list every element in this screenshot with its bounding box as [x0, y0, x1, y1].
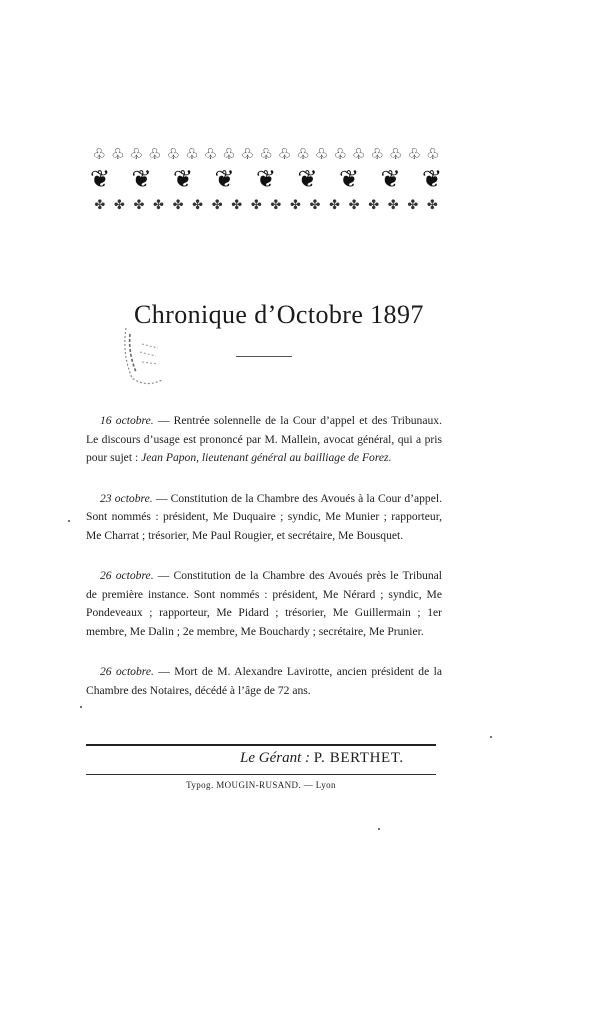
ornament-floral-icon: ❦	[90, 167, 111, 193]
ornament-floral-icon: ❦	[339, 167, 360, 193]
paper-speck	[80, 706, 82, 708]
ornament-club-icon: ♧	[148, 147, 162, 163]
ornament-fleuron-icon: ✤	[329, 197, 340, 212]
ornament-club-icon: ♧	[166, 147, 181, 163]
ornament-fleuron-icon: ✤	[270, 197, 282, 212]
page-title: Chronique d’Octobre 1897	[134, 300, 424, 329]
paper-speck	[378, 828, 380, 830]
ornament-club-icon: ♧	[185, 147, 199, 163]
entry-text: — Mort de M. Alexandre Lavirotte, ancien président de la Chambre des Notaires, décédé à l’âge de 72 ans.	[86, 665, 442, 697]
ornament-fleuron-icon: ✤	[309, 197, 321, 212]
ornament-club-icon: ♧	[296, 147, 310, 163]
chronicle-entry	[86, 567, 442, 641]
entry-date: 16 octobre.	[100, 414, 154, 427]
ornament-fleuron-icon: ✤	[94, 197, 106, 212]
ornament-fleuron-icon: ✤	[153, 197, 164, 212]
ornament-club-icon: ♧	[92, 147, 106, 163]
ornament-club-icon: ♧	[240, 147, 255, 163]
ornament-floral-icon: ❦	[380, 167, 401, 193]
ornament-club-icon: ♧	[333, 147, 347, 163]
chronicle-entry	[86, 490, 442, 546]
footer-thin-rule	[86, 774, 436, 775]
ornament-middle-row	[90, 168, 442, 192]
ornament-fleuron-icon: ✤	[387, 197, 399, 212]
entry-quote: Jean Papon, lieutenant général au bailliage de Forez.	[141, 451, 392, 464]
ornament-top-row	[90, 148, 442, 163]
paper-speck	[490, 736, 492, 738]
entry-text: — Constitution de la Chambre des Avoués près le Tribunal de première instance. Sont nommés : président, Me Nérard ; syndic, Me Pondeveaux ; rapporteur, Me Pidard ; trésorier, Me Guillermain ; 1er membre, Me Dalin ; 2e membre, Me Bouchardy ; secrétaire, Me Prunier.	[86, 569, 442, 638]
ornament-club-icon: ♧	[407, 147, 422, 163]
ornament-fleuron-icon: ✤	[192, 197, 204, 212]
ornament-floral-icon: ❦	[173, 167, 194, 193]
ornament-club-icon: ♧	[389, 147, 403, 163]
ornament-club-icon: ♧	[426, 147, 440, 163]
ornament-club-icon: ♧	[277, 147, 292, 163]
ornament-fleuron-icon: ✤	[348, 197, 360, 212]
ornament-club-icon: ♧	[222, 147, 236, 163]
entry-date: 23 octobre.	[100, 491, 153, 505]
entry-text: — Rentrée solennelle de la Cour d’appel et des Tribunaux. Le discours d’usage est prononcé par M. Mallein, avocat général, qui a pris pour sujet :	[86, 414, 442, 464]
ornament-floral-icon: ❦	[214, 167, 235, 193]
gerant-label: Le Gérant :	[240, 750, 314, 766]
ornament-club-icon: ♧	[370, 147, 384, 163]
title-divider	[236, 356, 292, 357]
ornament-fleuron-icon: ✤	[426, 197, 438, 212]
ornament-club-icon: ♧	[129, 147, 144, 163]
ornament-fleuron-icon: ✤	[172, 197, 184, 212]
entry-text: — Constitution de la Chambre des Avoués à la Cour d’appel. Sont nommés : président, Me Duquaire ; syndic, Me Munier ; rapporteur, Me Charrat ; trésorier, Me Paul Rougier, et secrétaire, Me Bousquet.	[86, 491, 442, 542]
ornament-fleuron-icon: ✤	[211, 197, 223, 212]
entry-date: 26 octobre.	[100, 665, 154, 678]
ornament-club-icon: ♧	[259, 147, 273, 163]
ornament-club-icon: ♧	[203, 147, 218, 163]
ornament-fleuron-icon: ✤	[133, 197, 145, 212]
ornament-fleuron-icon: ✤	[231, 197, 243, 212]
ornament-bottom-row	[90, 198, 442, 211]
ornament-fleuron-icon: ✤	[113, 197, 125, 212]
printer-imprint: Typog. MOUGIN-RUSAND. — Lyon	[186, 780, 336, 790]
ornament-club-icon: ♧	[314, 147, 329, 163]
ornament-fleuron-icon: ✤	[250, 197, 262, 212]
footer-rule	[86, 744, 436, 746]
gerant-signature-line	[240, 750, 440, 767]
chronicle-entry	[86, 412, 442, 468]
ornament-club-icon: ♧	[111, 147, 125, 163]
ornament-fleuron-icon: ✤	[407, 197, 419, 212]
paper-speck	[68, 520, 70, 522]
entry-date: 26 octobre.	[100, 569, 154, 582]
ornament-floral-icon: ❦	[422, 167, 443, 193]
ornament-fleuron-icon: ✤	[289, 197, 301, 212]
ornament-floral-icon: ❦	[297, 167, 318, 193]
gerant-name: P. BERTHET.	[313, 750, 404, 766]
ornament-floral-icon: ❦	[256, 167, 277, 193]
ornament-fleuron-icon: ✤	[368, 197, 380, 212]
chronicle-entries	[86, 412, 442, 722]
chronicle-entry	[86, 663, 442, 700]
ornament-club-icon: ♧	[351, 147, 366, 163]
ornament-floral-icon: ❦	[131, 167, 152, 193]
ornamental-header-band	[90, 148, 442, 220]
